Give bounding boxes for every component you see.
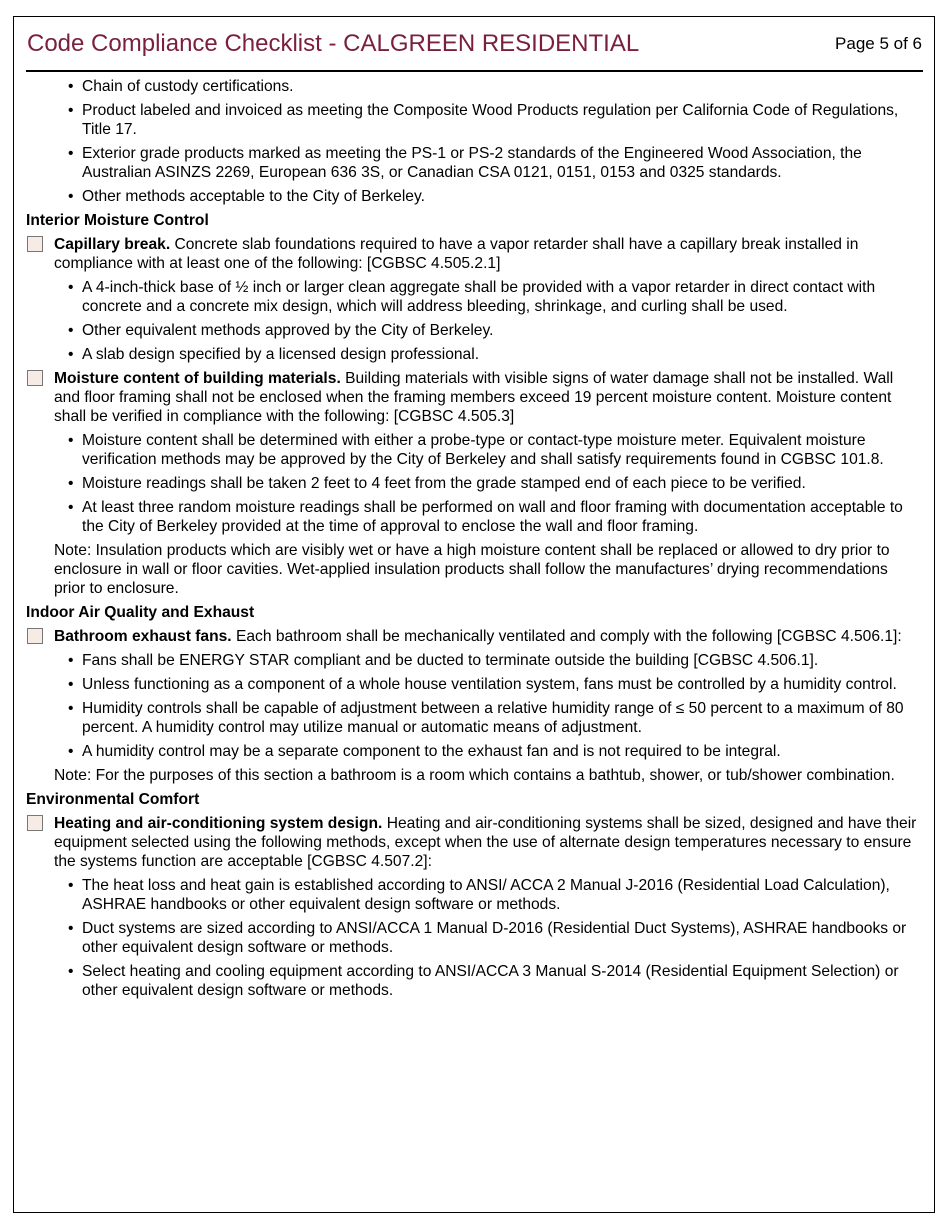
bathroom-note: Note: For the purposes of this section a bathroom is a room which contains a bathtub, shower, or tub/shower combination. [54,767,895,784]
item-text: Building materials with visible signs of water damage shall not be installed. Wall and floor framing shall not be enclosed when the framing members exceed 19 percent moisture content. Moisture content shall be verified in compliance with the following: [CGBSC 4.505.3] [54,370,894,425]
item-text: Heating and air-conditioning systems shall be sized, designed and have their equipment selected using the following methods, except when the use of alternate design temperatures necessary to ensure the systems function are acceptable [CGBSC 4.507.2]: [54,815,917,870]
checklist-item-moisture-content [26,369,919,426]
list-item: • Select heating and cooling equipment according to ANSI/ACCA 3 Manual S-2014 (Residential Equipment Selection) or other equivalent design software or methods. [68,963,899,999]
page-header [26,30,923,72]
bathroom-fans-checkbox[interactable] [27,628,43,644]
moisture-note: Note: Insulation products which are visibly wet or have a high moisture content shall be replaced or allowed to dry prior to enclosure in wall or floor cavities. Wet-applied insulation products shall follow the manufactures’ drying recommendations prior to enclosure. [54,542,890,597]
item-title: Heating and air-conditioning system design. [54,815,383,832]
moisture-content-bullets [26,431,919,536]
item-title: Moisture content of building materials. [54,370,341,387]
section-heading-environmental-comfort: Environmental Comfort [26,791,200,808]
moisture-content-checkbox[interactable] [27,370,43,386]
list-item: • Other equivalent methods approved by the City of Berkeley. [68,322,494,339]
checklist-item-bathroom-fans [26,627,919,646]
list-item: • A slab design specified by a licensed design professional. [68,346,480,363]
hvac-design-checkbox[interactable] [27,815,43,831]
checklist-item-capillary-break [26,235,919,273]
intro-bullet-list [26,77,919,206]
bathroom-fans-bullets [26,651,919,761]
section-heading-interior-moisture: Interior Moisture Control [26,212,209,229]
list-item: • At least three random moisture readings shall be performed on wall and floor framing with documentation acceptable to the City of Berkeley provided at the time of approval to enclose the wall and floor framing. [68,499,903,535]
list-item: • Product labeled and invoiced as meeting the Composite Wood Products regulation per California Code of Regulations, Title 17. [68,102,899,138]
item-text: Each bathroom shall be mechanically ventilated and comply with the following [CGBSC 4.506.1]: [231,628,902,645]
list-item: • Unless functioning as a component of a whole house ventilation system, fans must be controlled by a humidity control. [68,676,897,693]
section-heading-indoor-air: Indoor Air Quality and Exhaust [26,604,255,621]
list-item: • Humidity controls shall be capable of adjustment between a relative humidity range of ≤ 50 percent to a maximum of 80 percent. A humidity control may utilize manual or automatic means of adjustment. [68,700,904,736]
list-item: • Moisture readings shall be taken 2 feet to 4 feet from the grade stamped end of each piece to be verified. [68,475,806,492]
list-item: • Fans shall be ENERGY STAR compliant and be ducted to terminate outside the building [CGBSC 4.506.1]. [68,652,819,669]
list-item: • Chain of custody certifications. [68,78,294,95]
hvac-design-bullets [26,876,919,1000]
item-title: Capillary break. [54,236,171,253]
checklist-content [26,77,919,1005]
list-item: • Moisture content shall be determined with either a probe-type or contact-type moisture meter. Equivalent moisture verification methods may be approved by the City of Berkeley and shall satisfy requirements found in CGBSC 101.8. [68,432,884,468]
list-item: • The heat loss and heat gain is established according to ANSI/ ACCA 2 Manual J-2016 (Residential Load Calculation), ASHRAE handbooks or other equivalent design software or methods. [68,877,890,913]
document-title: Code Compliance Checklist - CALGREEN RESIDENTIAL [27,30,640,57]
capillary-break-bullets [26,278,919,364]
list-item: • Duct systems are sized according to ANSI/ACCA 1 Manual D-2016 (Residential Duct Systems), ASHRAE handbooks or other equivalent design software or methods. [68,920,907,956]
item-text: Concrete slab foundations required to have a vapor retarder shall have a capillary break installed in compliance with at least one of the following: [CGBSC 4.505.2.1] [54,236,859,272]
list-item: • Exterior grade products marked as meeting the PS-1 or PS-2 standards of the Engineered Wood Association, the Australian ASINZS 2269, European 636 3S, or Canadian CSA 0121, 0151, 0153 and 0325 standards. [68,145,862,181]
capillary-break-checkbox[interactable] [27,236,43,252]
page-number: Page 5 of 6 [835,34,922,53]
checklist-item-hvac-design [26,814,919,871]
list-item: • A 4-inch-thick base of ½ inch or larger clean aggregate shall be provided with a vapor retarder in direct contact with concrete and a concrete mix design, which will address bleeding, shrinkage, and curling shall be used. [68,279,876,315]
item-title: Bathroom exhaust fans. [54,628,232,645]
list-item: • Other methods acceptable to the City of Berkeley. [68,188,425,205]
list-item: • A humidity control may be a separate component to the exhaust fan and is not required to be integral. [68,743,781,760]
